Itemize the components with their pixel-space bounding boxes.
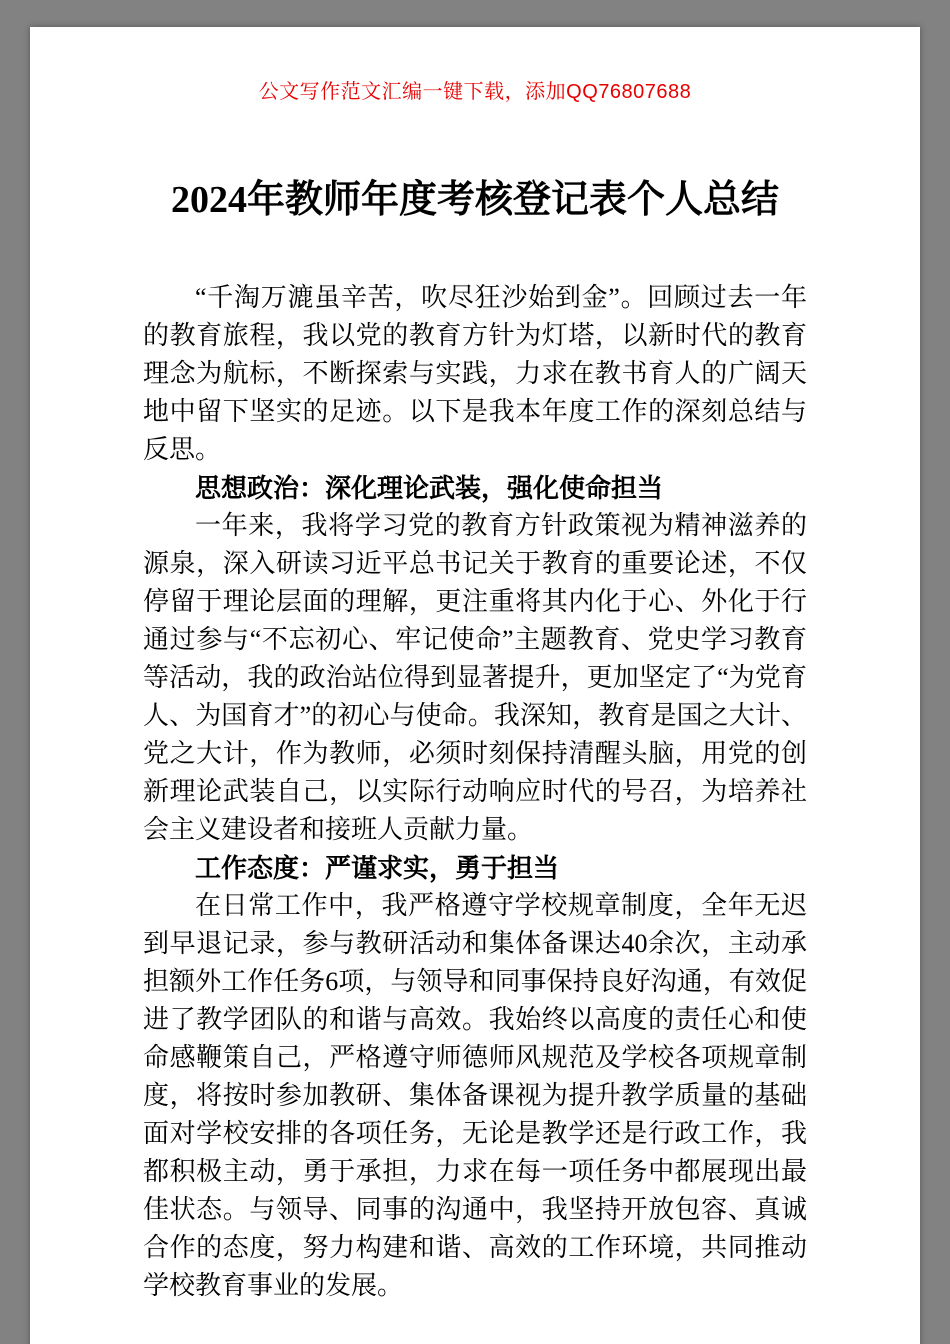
section-heading: 工作态度：严谨求实，勇于担当: [195, 853, 560, 883]
body-paragraph: 一年来，我将学习党的教育方针政策视为精神滋养的源泉，深入研读习近平总书记关于教育的重要论述，不仅停留于理论层面的理解，更注重将其内化于心、外化于行通过参与“不忘初心、牢记使命”主题教育、党史学习教育等活动，我的政治站位得到显著提升，更加坚定了“为党育人、为国育才”的初心与使命。我深知，教育是国之大计、党之大计，作为教师，必须时刻保持清醒头脑，用党的创新理论武装自己，以实际行动响应时代的号召，为培养社会主义建设者和接班人贡献力量。: [143, 511, 807, 844]
body-paragraph: 在日常工作中，我严格遵守学校规章制度，全年无迟到早退记录，参与教研活动和集体备课达40余次，主动承担额外工作任务6项，与领导和同事保持良好沟通，有效促进了教学团队的和谐与高效。我始终以高度的责任心和使命感鞭策自己，严格遵守师德师风规范及学校各项规章制度，将按时参加教研、集体备课视为提升教学质量的基础面对学校安排的各项任务，无论是教学还是行政工作，我都积极主动，勇于承担，力求在每一项任务中都展现出最佳状态。与领导、同事的沟通中，我坚持开放包容、真诚合作的态度，努力构建和谐、高效的工作环境，共同推动学校教育事业的发展。: [143, 891, 807, 1300]
document-title: 2024年教师年度考核登记表个人总结: [170, 179, 779, 221]
document-body: [143, 279, 807, 1305]
section-heading: 思想政治：深化理论武装，强化使命担当: [195, 473, 664, 503]
promo-banner: 公文写作范文汇编一键下载，添加QQ76807688: [258, 81, 692, 103]
body-paragraph: “千淘万漉虽辛苦，吹尽狂沙始到金”。回顾过去一年的教育旅程，我以党的教育方针为灯塔，以新时代的教育理念为航标，不断探索与实践，力求在教书育人的广阔天地中留下坚实的足迹。以下是我本年度工作的深刻总结与反思。: [143, 283, 807, 464]
document-page: [30, 27, 920, 1344]
